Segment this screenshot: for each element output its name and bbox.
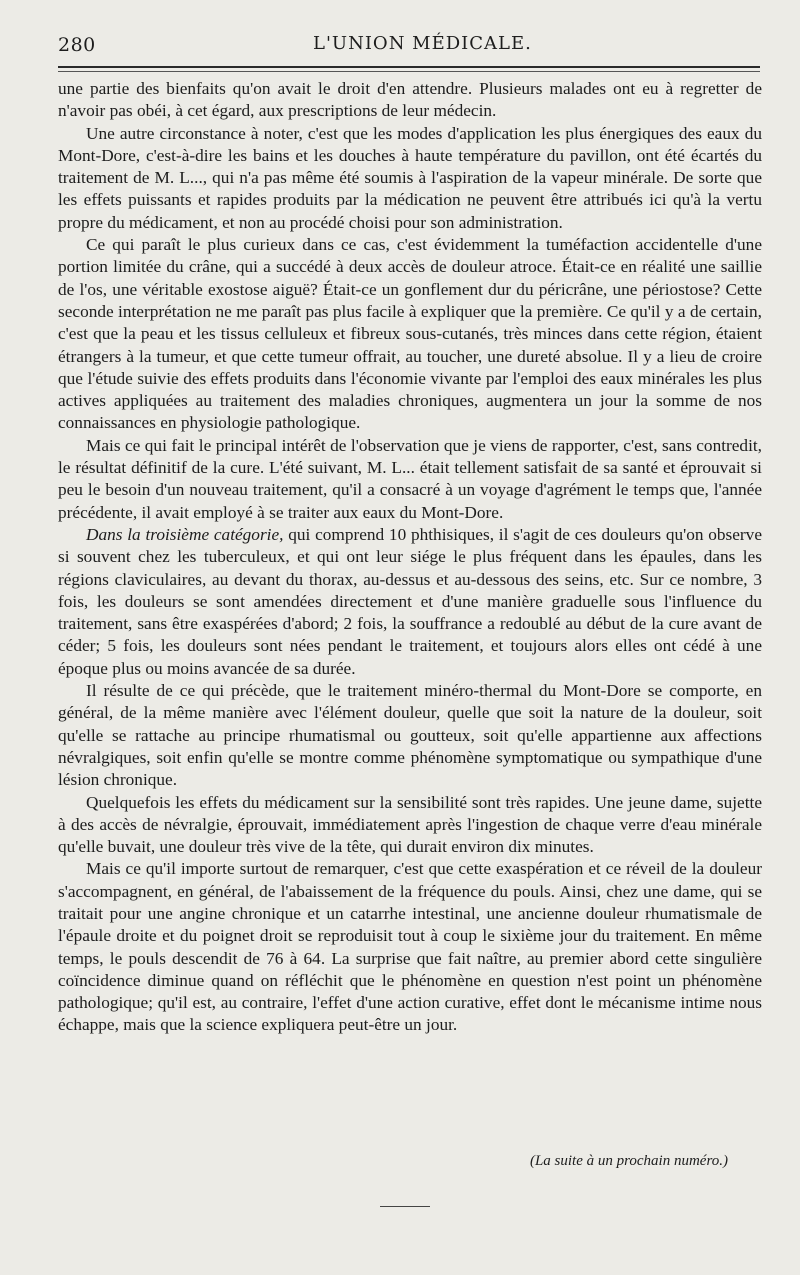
paragraph: Mais ce qu'il importe surtout de remarquer, c'est que cette exaspération et ce réveil de la douleur s'accompagnent, en général, de l'abaissement de la fréquence du pouls. Ainsi, chez une dame, qui se traitait pour une angine chronique et un catarrhe intestinal, une ancienne douleur rhumatismale de l'épaule droite et du poignet droit se reproduisit tout à coup le sixième jour du traitement. En même temps, le pouls descendit de 76 à 64. La surprise que fait naître, au premier abord cette singulière coïncidence diminue quand on réfléchit que le phénomène en question n'est point un phénomène pathologique; qu'il est, au contraire, l'effet d'une action curative, effet dont le mécanisme intime nous échappe, mais que la science expliquera peut-être un jour. [58, 859, 762, 1035]
paragraph [58, 524, 762, 680]
paragraph: Il résulte de ce qui précède, que le traitement minéro-thermal du Mont-Dore se comporte, en général, de la même manière avec l'élément douleur, quelle que soit la nature de la douleur, soit qu'elle se rattache au principe rhumatismal ou goutteux, soit qu'elle appartienne aux affections névralgiques, soit enfin qu'elle se montre comme phénomène symptomatique ou sympathique d'une lésion chronique. [58, 681, 762, 790]
running-title: L'UNION MÉDICALE. [313, 33, 532, 54]
paragraph-text: qui comprend 10 phthisiques, il s'agit de ces douleurs qu'on observe si souvent chez les tuberculeux, et qui ont leur siége le plus fréquent dans les épaules, dans les régions claviculaires, au devant du thorax, au-dessus et au-dessous des seins, etc. Sur ce nombre, 3 fois, les douleurs se sont amendées directement et d'une manière graduelle sous l'influence du traitement, sans être exaspérées d'abord; 2 fois, la souffrance a redoublé au début de la cure avant de céder; 5 fois, les douleurs sont nées pendant le traitement, et toujours alors elles ont cédé à une époque plus ou moins avancée de sa durée. [58, 524, 762, 678]
end-rule [380, 1206, 430, 1207]
article-body [58, 78, 762, 1037]
page-number: 280 [58, 34, 96, 56]
paragraph: Quelquefois les effets du médicament sur la sensibilité sont très rapides. Une jeune dame, sujette à des accès de névralgie, éprouvait, immédiatement après l'ingestion de chaque verre d'eau minérale qu'elle buvait, une douleur très vive de la tête, qui durait environ dix minutes. [58, 792, 762, 857]
continued-note: (La suite à un prochain numéro.) [529, 1153, 728, 1169]
paragraph: Mais ce qui fait le principal intérêt de l'observation que je viens de rapporter, c'est, sans contredit, le résultat définitif de la cure. L'été suivant, M. L... était tellement satisfait de sa santé et éprouvait si peu le besoin d'un nouveau traitement, qu'il a consacré à un voyage d'agrément le temps que, l'année précédente, il avait employé à se traiter aux eaux du Mont-Dore. [58, 435, 762, 522]
page-header [58, 30, 752, 60]
category-lead: Dans la troisième catégorie, [86, 524, 284, 544]
paragraph: Ce qui paraît le plus curieux dans ce cas, c'est évidemment la tuméfaction accidentelle d'une portion limitée du crâne, qui a succédé à deux accès de douleur atroce. Était-ce en réalité une saillie de l'os, une véritable exostose aiguë? Était-ce un gonflement dur du péricrâne, une périostose? Cette seconde interprétation ne me paraît pas plus facile à expliquer que la première. Ce qu'il y a de certain, c'est que la peau et les tissus celluleux et fibreux sous-cutanés, très minces dans cette région, étaient étrangers à la tumeur, et que cette tumeur offrait, au toucher, une dureté absolue. Il y a lieu de croire que l'étude suivie des effets produits dans l'économie vivante par l'emploi des eaux minérales les plus actives appliquées au traitement des maladies chroniques, augmentera un jour la somme de nos connaissances en physiologie pathologique. [58, 235, 762, 433]
paragraph: Une autre circonstance à noter, c'est que les modes d'application les plus énergiques des eaux du Mont-Dore, c'est-à-dire les bains et les douches à haute température du pavillon, ont été écartés du traitement de M. L..., qui n'a pas même été soumis à l'aspiration de la vapeur minérale. De sorte que les effets puissants et rapides produits par la médication ne peuvent être attribués ici qu'à la vertu propre du médicament, et non au procédé choisi pour son administration. [58, 123, 762, 232]
paragraph: une partie des bienfaits qu'on avait le droit d'en attendre. Plusieurs malades ont eu à regretter de n'avoir pas obéi, à cet égard, aux prescriptions de leur médecin. [58, 79, 762, 121]
header-rule-thin [58, 71, 760, 72]
header-rule [58, 66, 760, 68]
